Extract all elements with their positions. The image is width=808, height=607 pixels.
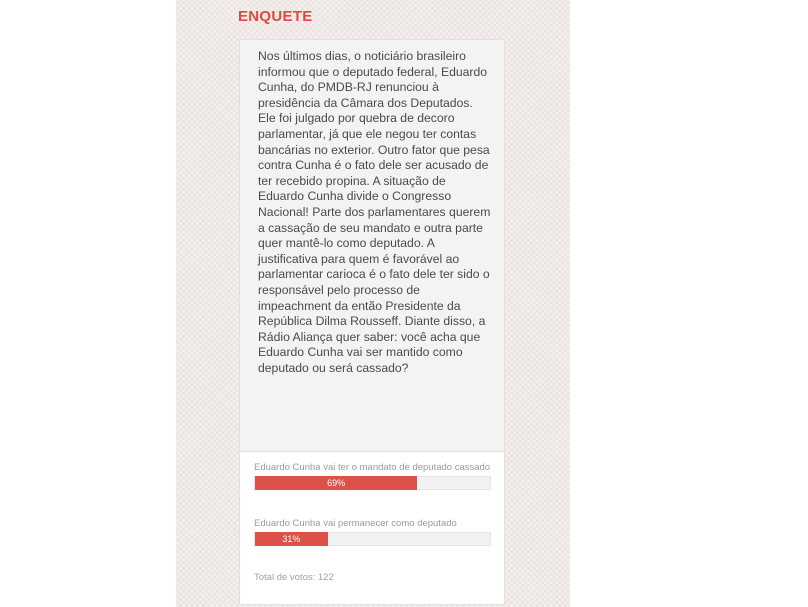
poll-question-box — [240, 40, 504, 452]
poll-result-bar — [254, 476, 491, 490]
poll-option-label: Eduardo Cunha vai permanecer como deputado — [254, 518, 457, 529]
poll-option-label: Eduardo Cunha vai ter o mandato de deputado cassado — [254, 462, 491, 473]
poll-option-permanecer[interactable] — [254, 518, 491, 546]
poll-result-bar — [254, 532, 491, 546]
poll-result-fill: 31% — [255, 532, 328, 546]
poll-option-cassado[interactable] — [254, 462, 491, 490]
poll-card — [239, 39, 505, 605]
poll-total-votes: Total de votos: 122 — [254, 572, 334, 583]
poll-question: Nos últimos dias, o noticiário brasileiro informou que o deputado federal, Eduardo Cunha, do PMDB-RJ renunciou à presidência da Câmara dos Deputados. Ele foi julgado por quebra de decoro parlamentar, já que ele negou ter contas bancárias no exterior. Outro fator que pesa contra Cunha é o fato dele ser acusado de ter recebido propina. A situação de Eduardo Cunha divide o Congresso Nacional! Parte dos parlamentares querem a cassação de seu mandato e outra parte quer mantê-lo como deputado. A justificativa para quem é favorável ao parlamentar carioca é o fato dele ter sido o responsável pelo processo de impeachment da então Presidente da República Dilma Rousseff. Diante disso, a Rádio Aliança quer saber: você acha que Eduardo Cunha vai ser mantido como deputado ou será cassado? — [258, 49, 491, 375]
poll-title: ENQUETE — [238, 8, 313, 25]
poll-result-fill: 69% — [255, 476, 417, 490]
